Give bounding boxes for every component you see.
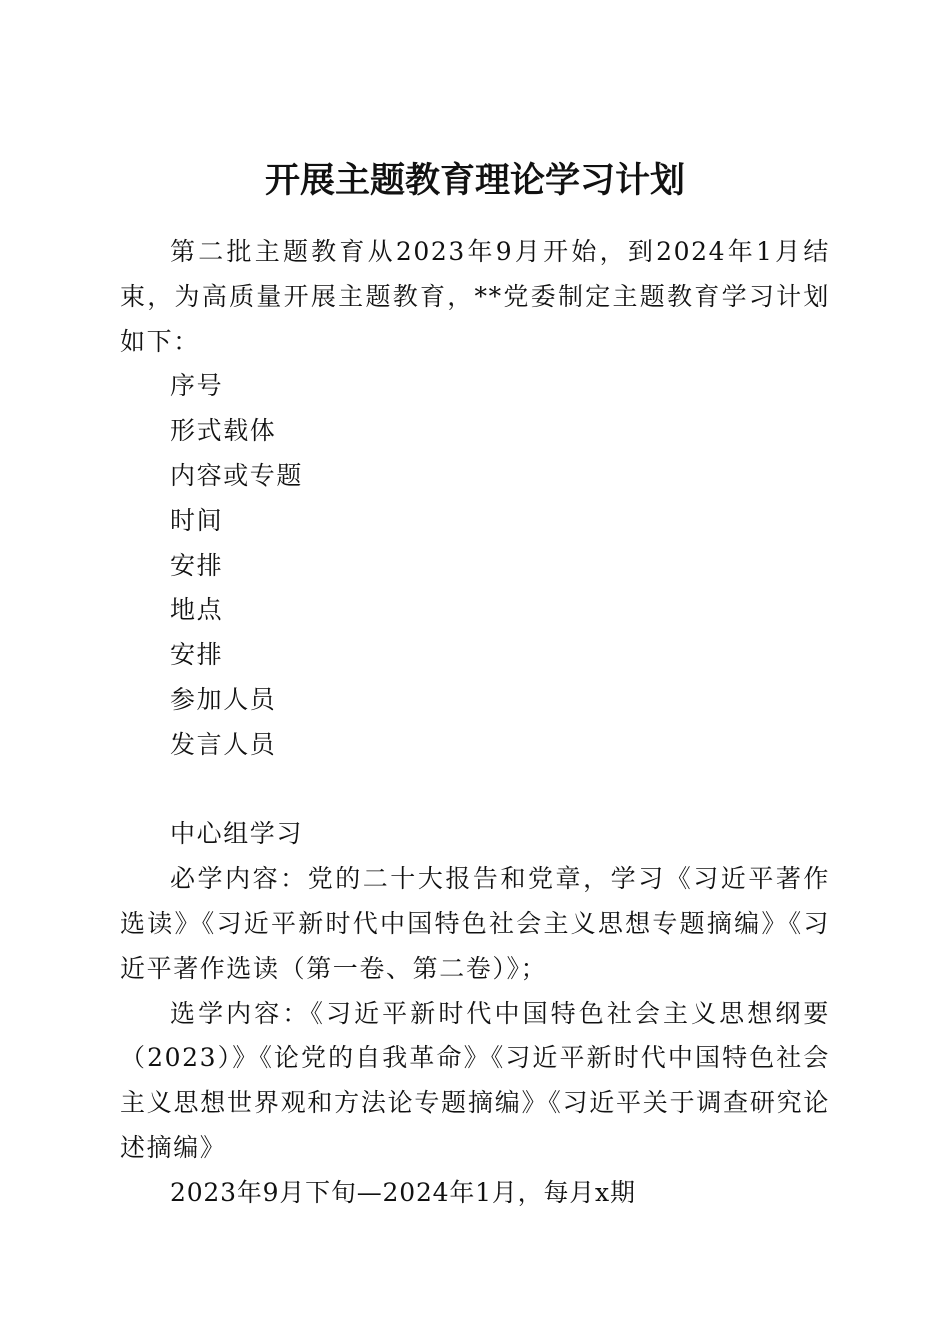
header-arrangement-location: 安排 [170,640,224,670]
table-header-list [120,364,830,767]
document-title: 开展主题教育理论学习计划 [264,160,685,202]
header-time: 时间 [170,505,224,535]
header-content-topic: 内容或专题 [170,460,304,490]
header-speakers: 发言人员 [170,729,277,759]
header-participants: 参加人员 [170,684,277,714]
intro-paragraph: 第二批主题教育从2023年9月开始，到2024年1月结束，为高质量开展主题教育，**党委制定主题教育学习计划如下： [120,237,830,356]
header-location: 地点 [170,595,224,625]
header-format-carrier: 形式载体 [170,416,277,446]
section-title: 中心组学习 [170,819,304,849]
schedule-line: 2023年9月下旬—2024年1月，每月x期 [170,1177,636,1207]
document-body [120,230,830,1216]
optional-content-paragraph: 选学内容：《习近平新时代中国特色社会主义思想纲要（2023）》《论党的自我革命》《习近平新时代中国特色社会主义思想世界观和方法论专题摘编》《习近平关于调查研究论述摘编》 [120,998,830,1162]
required-content-paragraph: 必学内容：党的二十大报告和党章，学习《习近平著作选读》《习近平新时代中国特色社会主义思想专题摘编》《习近平著作选读（第一卷、第二卷）》； [120,864,830,983]
blank-line [120,768,830,813]
header-arrangement-time: 安排 [170,550,224,580]
header-serial-number: 序号 [170,371,224,401]
